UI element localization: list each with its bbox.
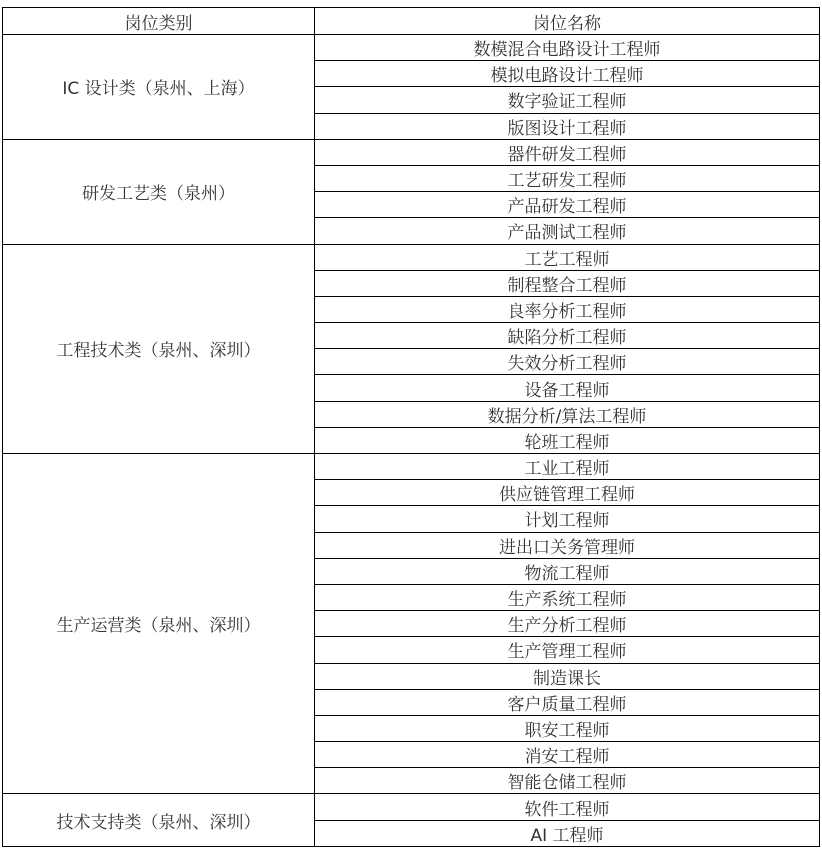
position-cell: 工艺研发工程师: [315, 165, 820, 191]
position-cell: AI 工程师: [315, 820, 820, 846]
table-row: [3, 35, 820, 61]
position-cell: 版图设计工程师: [315, 113, 820, 139]
position-cell: 数据分析/算法工程师: [315, 401, 820, 427]
position-cell: 工艺工程师: [315, 244, 820, 270]
table-row: [3, 794, 820, 820]
position-cell: 产品研发工程师: [315, 192, 820, 218]
position-cell: 消安工程师: [315, 742, 820, 768]
position-cell: 数字验证工程师: [315, 87, 820, 113]
position-cell: 制造课长: [315, 663, 820, 689]
position-cell: 模拟电路设计工程师: [315, 61, 820, 87]
position-cell: 数模混合电路设计工程师: [315, 35, 820, 61]
position-cell: 失效分析工程师: [315, 349, 820, 375]
position-cell: 供应链管理工程师: [315, 480, 820, 506]
position-cell: 计划工程师: [315, 506, 820, 532]
position-cell: 软件工程师: [315, 794, 820, 820]
position-cell: 制程整合工程师: [315, 270, 820, 296]
position-cell: 器件研发工程师: [315, 139, 820, 165]
position-cell: 轮班工程师: [315, 427, 820, 453]
header-category: 岗位类别: [3, 8, 315, 35]
position-cell: 产品测试工程师: [315, 218, 820, 244]
position-cell: 职安工程师: [315, 715, 820, 741]
table-row: [3, 244, 820, 270]
position-cell: 物流工程师: [315, 558, 820, 584]
position-cell: 生产管理工程师: [315, 637, 820, 663]
position-cell: 缺陷分析工程师: [315, 323, 820, 349]
category-cell-tech-support: 技术支持类（泉州、深圳）: [3, 794, 315, 846]
category-cell-ic-design: IC 设计类（泉州、上海）: [3, 35, 315, 140]
position-cell: 工业工程师: [315, 454, 820, 480]
position-cell: 进出口关务管理师: [315, 532, 820, 558]
position-cell: 生产系统工程师: [315, 584, 820, 610]
category-cell-rd-process: 研发工艺类（泉州）: [3, 139, 315, 244]
position-cell: 客户质量工程师: [315, 689, 820, 715]
header-position: 岗位名称: [315, 8, 820, 35]
header-row: [3, 8, 820, 35]
table-row: [3, 454, 820, 480]
position-cell: 设备工程师: [315, 375, 820, 401]
position-cell: 智能仓储工程师: [315, 768, 820, 794]
position-cell: 生产分析工程师: [315, 611, 820, 637]
table-row: [3, 139, 820, 165]
job-positions-table: [2, 7, 820, 847]
category-cell-production-ops: 生产运营类（泉州、深圳）: [3, 454, 315, 794]
category-cell-engineering: 工程技术类（泉州、深圳）: [3, 244, 315, 454]
position-cell: 良率分析工程师: [315, 296, 820, 322]
